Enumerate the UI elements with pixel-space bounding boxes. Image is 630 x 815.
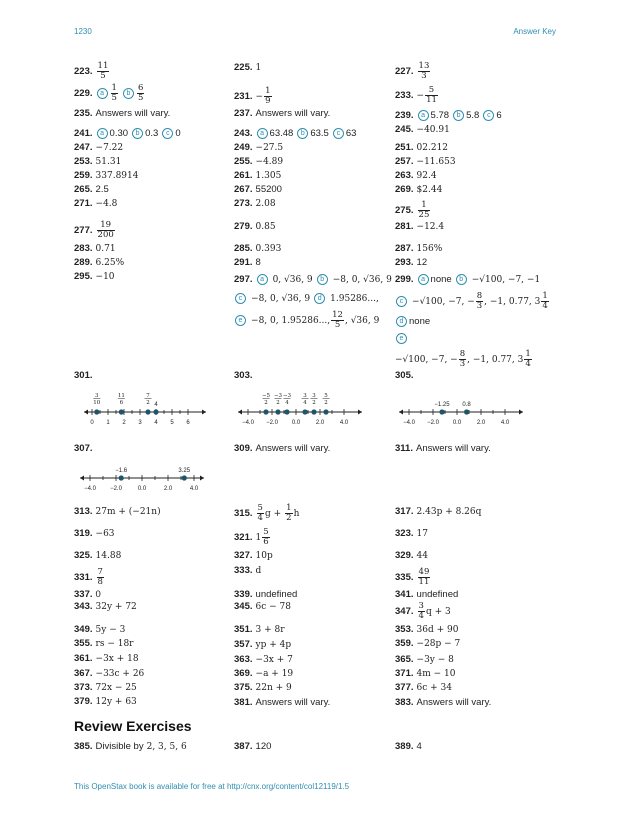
answer-379: 379. 12y + 63 [74, 696, 137, 707]
answer-353: 353. 36d + 90 [395, 624, 459, 635]
answer-269: 269. $2.44 [395, 184, 443, 195]
arrow-right-icon [202, 410, 206, 415]
answer-279: 279. 0.85 [234, 221, 276, 232]
answer-367: 367. −33c + 26 [74, 668, 145, 679]
answer-347: 347. $\frac{3}{4}$ q + 3 [395, 601, 451, 621]
answer-233: 233. − $\frac{5}{11}$ [395, 85, 437, 105]
number-point [275, 409, 280, 414]
answer-323: 323. 17 [395, 528, 428, 539]
point-label-numerator: 3 [303, 393, 307, 399]
point-label-numerator: 5 [324, 393, 328, 399]
tick-label: 1 [106, 420, 110, 426]
answer-231: 231. − $\frac{1}{9}$ [234, 86, 271, 106]
number-line-303 [236, 384, 371, 434]
answer-295: 295. −10 [74, 271, 115, 282]
answer-243: 243. a 63.48 b 63.5 c 63 [234, 128, 357, 139]
answer-281: 281. −12.4 [395, 221, 445, 232]
answer-371: 371. 4m − 10 [395, 668, 456, 679]
answer-337: 337. 0 [74, 589, 101, 600]
answer-299-line4: e [395, 333, 409, 344]
tick-label: 0.0 [137, 486, 147, 492]
answer-277: 277. $\frac{19}{200}$ [74, 220, 114, 240]
tick-label: −4.0 [403, 420, 415, 426]
answer-309: 309. Answers will vary. [234, 443, 331, 454]
arrow-right-icon [519, 410, 523, 415]
answer-335: 335. $\frac{49}{11}$ [395, 567, 430, 587]
point-label-denominator: 6 [119, 400, 124, 406]
answer-299-line2: c −√100, −7, − $\frac{8}{3}$ , −1, 0.77, 3 $\frac{1}{4}$ [395, 292, 550, 311]
answer-299-line3: d none [395, 316, 430, 327]
tick-label: 0.0 [452, 420, 462, 426]
number-point [94, 409, 99, 414]
answer-319: 319. −63 [74, 528, 115, 539]
point-label: −1.6 [115, 468, 128, 474]
answer-263: 263. 92.4 [395, 170, 437, 181]
number-point [182, 475, 187, 480]
point-label-numerator: −5 [261, 393, 271, 399]
answer-361: 361. −3x + 18 [74, 653, 139, 664]
answer-229: 229. a $\frac{1}{5}$ b $\frac{6}{5}$ [74, 83, 144, 103]
tick-label: 4.0 [500, 420, 510, 426]
arrow-right-icon [358, 410, 362, 415]
answer-321: 321. 1 $\frac{5}{6}$ [234, 527, 269, 547]
point-label-denominator: 2 [312, 400, 316, 406]
answer-283: 283. 0.71 [74, 243, 116, 254]
answer-305: 305. [395, 370, 414, 381]
point-label-numerator: 3 [95, 393, 99, 399]
point-label: −1.25 [434, 402, 450, 408]
answer-299-line1: 299. a none b −√100, −7, −1 [395, 274, 541, 285]
number-point [323, 409, 328, 414]
answer-273: 273. 2.08 [234, 198, 276, 209]
number-point [464, 409, 469, 414]
tick-label: 4.0 [189, 486, 199, 492]
point-label-denominator: 4 [303, 400, 307, 406]
arrow-left-icon [80, 476, 84, 481]
answer-261: 261. 1.305 [234, 170, 282, 181]
answer-357: 357. yp + 4p [234, 639, 292, 650]
tick-label: −2.0 [427, 420, 439, 426]
point-label-numerator: 7 [146, 393, 150, 399]
answer-389: 389. 4 [395, 741, 422, 752]
point-label-numerator: 3 [312, 393, 316, 399]
tick-label: 0.0 [291, 420, 301, 426]
answer-245: 245. −40.91 [395, 124, 450, 135]
number-line-307 [76, 457, 211, 497]
answer-341: 341. undefined [395, 589, 459, 600]
answer-325: 325. 14.88 [74, 550, 122, 561]
arrow-left-icon [84, 410, 88, 415]
answer-329: 329. 44 [395, 550, 428, 561]
answer-317: 317. 2.43p + 8.26q [395, 506, 482, 517]
tick-label: 0 [90, 420, 94, 426]
answer-297-line2: c −8, 0, √36, 9 d 1.95286..., [234, 293, 379, 305]
answer-333: 333. d [234, 565, 262, 576]
answer-351: 351. 3 + 8r [234, 624, 285, 635]
tick-label: 2.0 [476, 420, 486, 426]
answer-369: 369. −a + 19 [234, 668, 294, 679]
answer-311: 311. Answers will vary. [395, 443, 491, 454]
answer-339: 339. undefined [234, 589, 298, 600]
answer-383: 383. Answers will vary. [395, 697, 492, 708]
answer-307: 307. [74, 443, 93, 454]
answer-365: 365. −3y − 8 [395, 654, 454, 665]
tick-label: 6 [186, 420, 190, 426]
tick-label: 3 [138, 420, 142, 426]
answer-223: 223. $\frac{11}{5}$ [74, 61, 109, 81]
point-label: 3.25 [178, 468, 191, 474]
tick-label: 4 [154, 420, 158, 426]
answer-255: 255. −4.89 [234, 156, 284, 167]
tick-label: −4.0 [242, 420, 254, 426]
answer-275: 275. $\frac{1}{25}$ [395, 200, 430, 220]
answer-251: 251. 02.212 [395, 142, 449, 153]
answer-301: 301. [74, 370, 93, 381]
number-line-301 [80, 384, 215, 434]
tick-label: 2 [122, 420, 126, 426]
answer-271: 271. −4.8 [74, 198, 118, 209]
answer-249: 249. −27.5 [234, 142, 284, 153]
number-point [302, 409, 307, 414]
arrow-left-icon [238, 410, 242, 415]
answer-265: 265. 2.5 [74, 184, 109, 195]
answer-303: 303. [234, 370, 253, 381]
answer-253: 253. 51.31 [74, 156, 122, 167]
tick-label: −2.0 [266, 420, 278, 426]
number-point [119, 475, 124, 480]
answer-291: 291. 8 [234, 257, 261, 268]
point-label-numerator: 11 [117, 393, 125, 399]
point-label-denominator: 2 [324, 400, 328, 406]
answer-289: 289. 6.25% [74, 257, 125, 268]
answer-257: 257. −11.653 [395, 156, 456, 167]
point-label-denominator: 2 [276, 400, 280, 406]
section-title: Review Exercises [74, 718, 192, 734]
number-point [119, 409, 124, 414]
number-point [263, 409, 268, 414]
point-label-denominator: 10 [93, 400, 101, 406]
answer-297-line3: e −8, 0, 1.95286..., $\frac{12}{5}$ , √36, 9 [234, 311, 379, 330]
answer-343: 343. 32y + 72 [74, 601, 137, 612]
number-point [311, 409, 316, 414]
answer-293: 293. 12 [395, 257, 428, 268]
tick-label: 2.0 [163, 486, 173, 492]
answer-349: 349. 5y − 3 [74, 624, 126, 635]
answer-345: 345. 6c − 78 [234, 601, 292, 612]
point-label: 4 [154, 402, 158, 408]
answer-381: 381. Answers will vary. [234, 697, 331, 708]
answer-237: 237. Answers will vary. [234, 108, 331, 119]
tick-label: 5 [170, 420, 174, 426]
answer-313: 313. 27m + (−21n) [74, 506, 161, 517]
number-point [439, 409, 444, 414]
number-point [153, 409, 158, 414]
answer-299-line5: −√100, −7, − $\frac{8}{3}$ , −1, 0.77, 3 $\frac{1}{4}$ [395, 349, 531, 369]
number-point [145, 409, 150, 414]
footer: This OpenStax book is available for free at http://cnx.org/content/col12119/1.5 [74, 782, 350, 791]
arrow-left-icon [399, 410, 403, 415]
answer-331: 331. $\frac{7}{8}$ [74, 567, 103, 587]
answer-363: 363. −3x + 7 [234, 654, 293, 665]
answer-259: 259. 337.8914 [74, 170, 139, 181]
point-label-denominator: 4 [285, 400, 289, 406]
tick-label: −4.0 [84, 486, 96, 492]
point-label-denominator: 2 [146, 400, 150, 406]
tick-label: 4.0 [339, 420, 349, 426]
answer-315: 315. $\frac{5}{4}$ g + $\frac{1}{2}$ h [234, 503, 300, 523]
answer-227: 227. $\frac{13}{3}$ [395, 61, 430, 81]
answer-267: 267. 55200 [234, 184, 282, 195]
point-label: 0.8 [462, 402, 471, 408]
answer-355: 355. rs − 18r [74, 638, 134, 649]
number-point [284, 409, 289, 414]
point-label-numerator: −3 [273, 393, 283, 399]
answer-285: 285. 0.393 [234, 243, 282, 254]
answer-373: 373. 72x − 25 [74, 682, 137, 693]
answer-297-line1: 297. a 0, √36, 9 b −8, 0, √36, 9 [234, 274, 392, 285]
point-label-denominator: 2 [264, 400, 268, 406]
answer-377: 377. 6c + 34 [395, 682, 453, 693]
answer-235: 235. Answers will vary. [74, 108, 171, 119]
answer-241: 241. a 0.30 b 0.3 c 0 [74, 128, 181, 139]
answer-225: 225. 1 [234, 62, 262, 73]
answer-287: 287. 156% [395, 243, 443, 254]
answer-327: 327. 10p [234, 550, 273, 561]
answer-359: 359. −28p − 7 [395, 638, 461, 649]
answer-247: 247. −7.22 [74, 142, 124, 153]
answer-385: 385. Divisible by 2, 3, 5, 6 [74, 741, 187, 752]
page-number: 1230 [74, 27, 92, 36]
arrow-right-icon [200, 476, 204, 481]
answer-375: 375. 22n + 9 [234, 682, 292, 693]
answer-239: 239. a 5.78 b 5.8 c 6 [395, 110, 502, 121]
tick-label: −2.0 [110, 486, 122, 492]
running-header: Answer Key [513, 27, 556, 36]
tick-label: 2.0 [315, 420, 325, 426]
answer-387: 387. 120 [234, 741, 272, 752]
number-line-305 [397, 384, 532, 434]
point-label-numerator: −3 [282, 393, 292, 399]
